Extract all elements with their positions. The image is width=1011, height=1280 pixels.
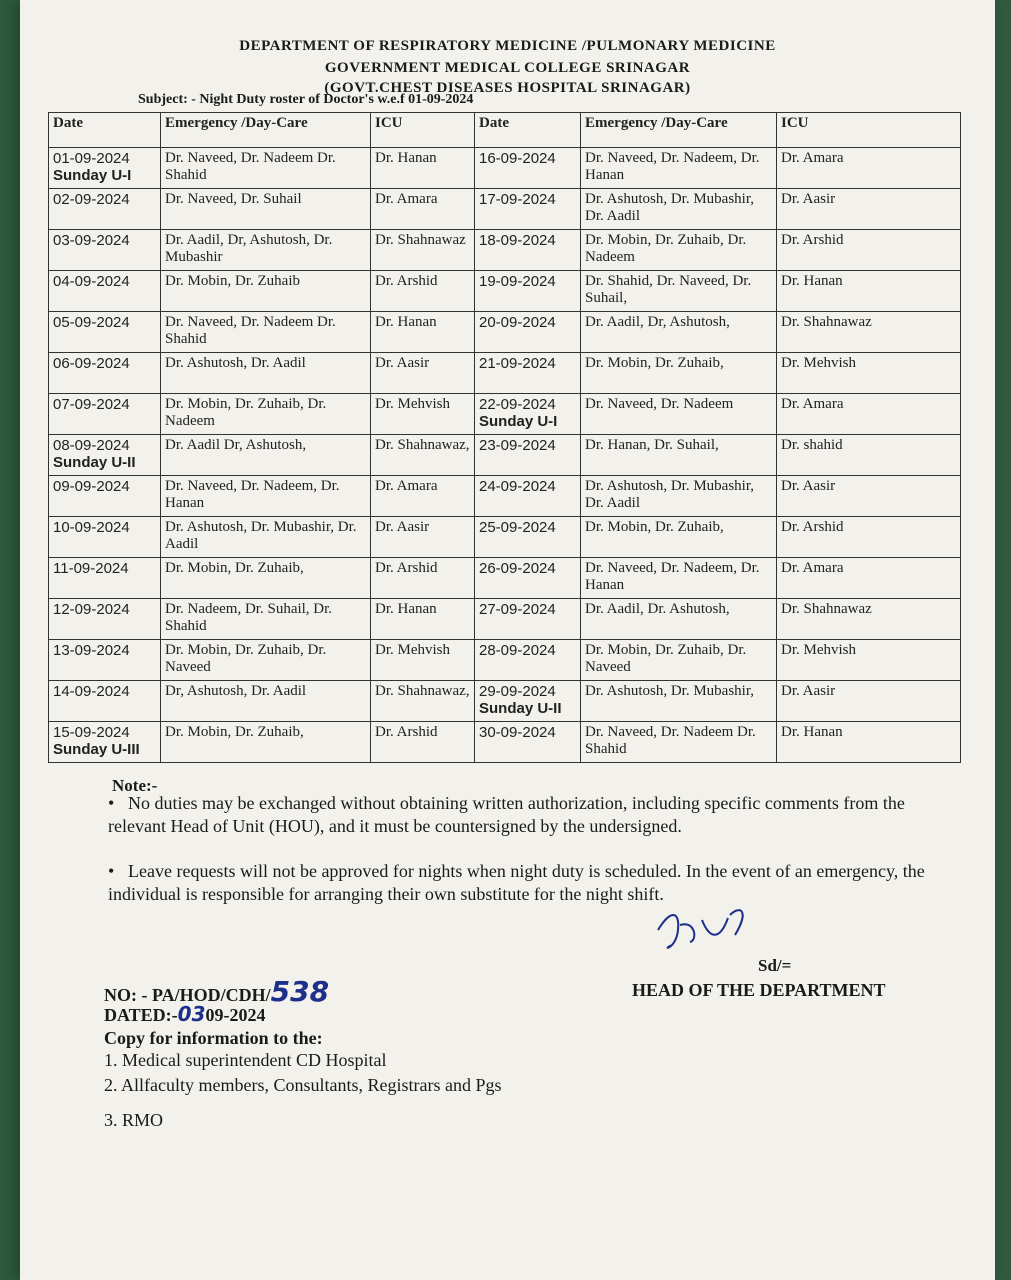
date-cell xyxy=(49,517,161,558)
emergency-cell: Dr. Naveed, Dr. Nadeem, Dr. Hanan xyxy=(161,476,371,517)
date-cell xyxy=(475,312,581,353)
date-cell xyxy=(475,558,581,599)
emergency-cell: Dr. Naveed, Dr. Nadeem Dr. Shahid xyxy=(161,312,371,353)
table-row xyxy=(49,476,961,517)
emergency-cell: Dr. Ashutosh, Dr. Mubashir, Dr. Aadil xyxy=(161,517,371,558)
document-page xyxy=(20,0,995,1280)
icu-cell: Dr. Arshid xyxy=(371,722,475,763)
icu-cell: Dr. Arshid xyxy=(777,230,961,271)
unit-label: Sunday U-II xyxy=(479,700,562,717)
emergency-cell: Dr. Ashutosh, Dr. Aadil xyxy=(161,353,371,394)
table-row xyxy=(49,312,961,353)
icu-cell: Dr. Amara xyxy=(371,476,475,517)
table-row xyxy=(49,230,961,271)
date-text: 13-09-2024 xyxy=(53,642,130,659)
date-cell xyxy=(49,476,161,517)
table-header-row xyxy=(49,113,961,148)
col-header-icu: ICU xyxy=(777,113,961,148)
date-cell xyxy=(49,230,161,271)
icu-cell: Dr. Mehvish xyxy=(777,640,961,681)
date-text: 30-09-2024 xyxy=(479,724,556,741)
date-cell xyxy=(475,394,581,435)
date-text: 12-09-2024 xyxy=(53,601,130,618)
date-cell xyxy=(49,312,161,353)
icu-cell: Dr. Hanan xyxy=(777,722,961,763)
emergency-cell: Dr. Hanan, Dr. Suhail, xyxy=(581,435,777,476)
emergency-cell: Dr. Mobin, Dr. Zuhaib, xyxy=(581,517,777,558)
table-row xyxy=(49,599,961,640)
col-header-date: Date xyxy=(475,113,581,148)
copy-item: 3. RMO xyxy=(104,1110,164,1130)
date-cell xyxy=(49,640,161,681)
icu-cell: Dr. Amara xyxy=(371,189,475,230)
emergency-cell: Dr. Aadil, Dr. Ashutosh, xyxy=(581,599,777,640)
date-text: 15-09-2024 xyxy=(53,724,130,741)
emergency-cell: Dr. Naveed, Dr. Suhail xyxy=(161,189,371,230)
icu-cell: Dr. Aasir xyxy=(777,476,961,517)
date-cell xyxy=(475,476,581,517)
col-header-emergency: Emergency /Day-Care xyxy=(161,113,371,148)
col-header-date: Date xyxy=(49,113,161,148)
dated-label: DATED:- xyxy=(104,1005,178,1025)
table-row xyxy=(49,558,961,599)
emergency-cell: Dr. Mobin, Dr. Zuhaib, Dr. Nadeem xyxy=(581,230,777,271)
date-cell xyxy=(475,640,581,681)
date-cell xyxy=(49,722,161,763)
col-header-icu: ICU xyxy=(371,113,475,148)
reference-label: NO: - PA/HOD/CDH/ xyxy=(104,985,271,1005)
emergency-cell: Dr. Mobin, Dr. Zuhaib, Dr. Naveed xyxy=(161,640,371,681)
emergency-cell: Dr. Mobin, Dr. Zuhaib, xyxy=(161,558,371,599)
subject-line: Subject: - Night Duty roster of Doctor's w.e.f 01-09-2024 xyxy=(138,92,474,107)
date-text: 03-09-2024 xyxy=(53,232,130,249)
emergency-cell: Dr, Ashutosh, Dr. Aadil xyxy=(161,681,371,722)
icu-cell: Dr. Hanan xyxy=(371,599,475,640)
date-cell xyxy=(475,517,581,558)
emergency-cell: Dr. Ashutosh, Dr. Mubashir, Dr. Aadil xyxy=(581,189,777,230)
date-text: 22-09-2024 xyxy=(479,396,556,413)
signed-mark: Sd/= xyxy=(758,956,792,975)
date-text: 17-09-2024 xyxy=(479,191,556,208)
date-text: 02-09-2024 xyxy=(53,191,130,208)
date-cell xyxy=(49,353,161,394)
icu-cell: Dr. Arshid xyxy=(371,558,475,599)
note-item: • Leave requests will not be approved for nights when night duty is scheduled. In the event of an emergency, the individual is responsible for arranging their own substitute for the night shift. xyxy=(108,861,925,904)
date-text: 24-09-2024 xyxy=(479,478,556,495)
icu-cell: Dr. shahid xyxy=(777,435,961,476)
emergency-cell: Dr. Naveed, Dr. Nadeem, Dr. Hanan xyxy=(581,148,777,189)
emergency-cell: Dr. Mobin, Dr. Zuhaib xyxy=(161,271,371,312)
emergency-cell: Dr. Mobin, Dr. Zuhaib, xyxy=(581,353,777,394)
table-row xyxy=(49,435,961,476)
icu-cell: Dr. Amara xyxy=(777,394,961,435)
table-row xyxy=(49,148,961,189)
date-cell xyxy=(475,148,581,189)
note-title: Note:- xyxy=(112,776,158,795)
date-text: 04-09-2024 xyxy=(53,273,130,290)
date-cell xyxy=(49,558,161,599)
emergency-cell: Dr. Aadil, Dr, Ashutosh, Dr. Mubashir xyxy=(161,230,371,271)
date-cell xyxy=(475,722,581,763)
col-header-emergency: Emergency /Day-Care xyxy=(581,113,777,148)
icu-cell: Dr. Hanan xyxy=(371,148,475,189)
icu-cell: Dr. Amara xyxy=(777,558,961,599)
copy-item: 1. Medical superintendent CD Hospital xyxy=(104,1050,387,1070)
emergency-cell: Dr. Ashutosh, Dr. Mubashir, xyxy=(581,681,777,722)
date-text: 09-09-2024 xyxy=(53,478,130,495)
date-cell xyxy=(49,394,161,435)
emergency-cell: Dr. Mobin, Dr. Zuhaib, Dr. Naveed xyxy=(581,640,777,681)
table-row xyxy=(49,353,961,394)
date-cell xyxy=(475,353,581,394)
date-text: 01-09-2024 xyxy=(53,150,130,167)
icu-cell: Dr. Mehvish xyxy=(371,394,475,435)
copy-title: Copy for information to the: xyxy=(104,1028,323,1048)
emergency-cell: Dr. Mobin, Dr. Zuhaib, xyxy=(161,722,371,763)
emergency-cell: Dr. Aadil, Dr, Ashutosh, xyxy=(581,312,777,353)
date-text: 20-09-2024 xyxy=(479,314,556,331)
icu-cell: Dr. Amara xyxy=(777,148,961,189)
emergency-cell: Dr. Ashutosh, Dr. Mubashir, Dr. Aadil xyxy=(581,476,777,517)
table-row xyxy=(49,681,961,722)
dated-line xyxy=(104,1002,266,1026)
emergency-cell: Dr. Shahid, Dr. Naveed, Dr. Suhail, xyxy=(581,271,777,312)
icu-cell: Dr. Aasir xyxy=(371,353,475,394)
table-row xyxy=(49,189,961,230)
date-cell xyxy=(475,599,581,640)
table-row xyxy=(49,394,961,435)
icu-cell: Dr. Hanan xyxy=(777,271,961,312)
date-text: 11-09-2024 xyxy=(53,560,129,577)
copy-item: 2. Allfaculty members, Consultants, Registrars and Pgs xyxy=(104,1075,502,1095)
icu-cell: Dr. Aasir xyxy=(777,189,961,230)
note-text: No duties may be exchanged without obtaining written authorization, including specific comments from the relevant Head of Unit (HOU), and it must be countersigned by the undersigned. xyxy=(108,793,905,836)
date-text: 06-09-2024 xyxy=(53,355,130,372)
date-cell xyxy=(49,189,161,230)
department-heading: DEPARTMENT OF RESPIRATORY MEDICINE /PULMONARY MEDICINE xyxy=(239,38,776,54)
icu-cell: Dr. Arshid xyxy=(371,271,475,312)
handwritten-number: 538 xyxy=(270,975,330,1008)
date-cell xyxy=(49,435,161,476)
date-cell xyxy=(475,189,581,230)
date-text: 08-09-2024 xyxy=(53,437,130,454)
note-item: • No duties may be exchanged without obtaining written authorization, including specific comments from the relevant Head of Unit (HOU), and it must be countersigned by the undersigned. xyxy=(108,793,905,836)
handwritten-day: 03 xyxy=(177,1002,206,1026)
hospital-heading: (GOVT.CHEST DISEASES HOSPITAL SRINAGAR) xyxy=(324,80,691,96)
table-row xyxy=(49,517,961,558)
date-text: 19-09-2024 xyxy=(479,273,556,290)
emergency-cell: Dr. Naveed, Dr. Nadeem xyxy=(581,394,777,435)
signature-mark xyxy=(650,900,760,960)
icu-cell: Dr. Mehvish xyxy=(371,640,475,681)
note-text: Leave requests will not be approved for nights when night duty is scheduled. In the event of an emergency, the individual is responsible for arranging their own substitute for the night shift. xyxy=(108,861,925,904)
date-text: 18-09-2024 xyxy=(479,232,556,249)
date-text: 21-09-2024 xyxy=(479,355,556,372)
date-cell xyxy=(49,271,161,312)
date-text: 05-09-2024 xyxy=(53,314,130,331)
date-text: 25-09-2024 xyxy=(479,519,556,536)
head-of-department-label: HEAD OF THE DEPARTMENT xyxy=(632,980,886,1000)
icu-cell: Dr. Aasir xyxy=(777,681,961,722)
date-cell xyxy=(475,271,581,312)
icu-cell: Dr. Arshid xyxy=(777,517,961,558)
date-text: 26-09-2024 xyxy=(479,560,556,577)
date-text: 23-09-2024 xyxy=(479,437,556,454)
emergency-cell: Dr. Naveed, Dr. Nadeem, Dr. Hanan xyxy=(581,558,777,599)
college-heading: GOVERNMENT MEDICAL COLLEGE SRINAGAR xyxy=(324,60,691,76)
date-cell xyxy=(475,435,581,476)
date-text: 07-09-2024 xyxy=(53,396,130,413)
icu-cell: Dr. Shahnawaz xyxy=(371,230,475,271)
date-text: 10-09-2024 xyxy=(53,519,130,536)
icu-cell: Dr. Shahnawaz xyxy=(777,599,961,640)
duty-roster-table xyxy=(48,112,961,763)
unit-label: Sunday U-I xyxy=(53,167,132,184)
table-row xyxy=(49,640,961,681)
icu-cell: Dr. Shahnawaz, xyxy=(371,435,475,476)
icu-cell: Dr. Shahnawaz xyxy=(777,312,961,353)
dated-rest: 09-2024 xyxy=(205,1005,266,1025)
date-text: 27-09-2024 xyxy=(479,601,556,618)
date-cell xyxy=(475,681,581,722)
date-text: 16-09-2024 xyxy=(479,150,556,167)
date-text: 28-09-2024 xyxy=(479,642,556,659)
emergency-cell: Dr. Mobin, Dr. Zuhaib, Dr. Nadeem xyxy=(161,394,371,435)
emergency-cell: Dr. Aadil Dr, Ashutosh, xyxy=(161,435,371,476)
date-text: 29-09-2024 xyxy=(479,683,556,700)
unit-label: Sunday U-II xyxy=(53,454,136,471)
table-row xyxy=(49,722,961,763)
date-cell xyxy=(475,230,581,271)
date-cell xyxy=(49,148,161,189)
emergency-cell: Dr. Naveed, Dr. Nadeem Dr. Shahid xyxy=(161,148,371,189)
date-text: 14-09-2024 xyxy=(53,683,130,700)
unit-label: Sunday U-III xyxy=(53,741,140,758)
icu-cell: Dr. Mehvish xyxy=(777,353,961,394)
icu-cell: Dr. Shahnawaz, xyxy=(371,681,475,722)
date-cell xyxy=(49,599,161,640)
icu-cell: Dr. Hanan xyxy=(371,312,475,353)
unit-label: Sunday U-I xyxy=(479,413,558,430)
table-row xyxy=(49,271,961,312)
icu-cell: Dr. Aasir xyxy=(371,517,475,558)
emergency-cell: Dr. Naveed, Dr. Nadeem Dr. Shahid xyxy=(581,722,777,763)
emergency-cell: Dr. Nadeem, Dr. Suhail, Dr. Shahid xyxy=(161,599,371,640)
date-cell xyxy=(49,681,161,722)
